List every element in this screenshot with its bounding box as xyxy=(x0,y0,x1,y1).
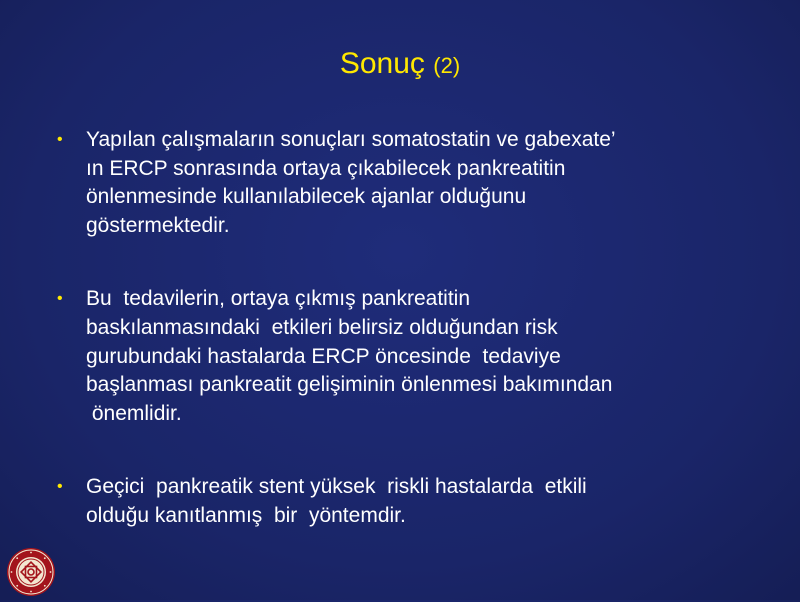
bullet-line: önlenmesinde kullanılabilecek ajanlar olduğunu xyxy=(86,185,527,209)
bullet-item xyxy=(55,126,780,240)
bullet-line: önemlidir. xyxy=(86,401,182,425)
bullet-line: gurubundaki hastalarda ERCP öncesinde tedaviye xyxy=(86,344,561,368)
slide-title-suffix: (2) xyxy=(433,53,461,78)
bullet-line: ın ERCP sonrasında ortaya çıkabilecek pankreatitin xyxy=(86,156,566,180)
bullet-item xyxy=(55,285,780,428)
bullet-marker-icon: • xyxy=(57,478,63,496)
bullet-line: Geçici pankreatik stent yüksek riskli hastalarda etkili xyxy=(86,475,587,499)
slide-title-text: Sonuç xyxy=(339,47,425,80)
bullet-marker-icon: • xyxy=(57,290,63,308)
bullet-line: Yapılan çalışmaların sonuçları somatostatin ve gabexate’ xyxy=(86,128,616,151)
slide-title xyxy=(0,44,800,86)
university-seal-icon xyxy=(6,547,56,597)
bullet-marker-icon: • xyxy=(57,131,63,148)
slide-content xyxy=(55,126,780,531)
bullet-line: başlanması pankreatit gelişiminin önlenmesi bakımından xyxy=(86,373,613,397)
bullet-line: göstermektedir. xyxy=(86,213,230,237)
bullet-line: olduğu kanıtlanmış bir yöntemdir. xyxy=(86,503,406,527)
bullet-item xyxy=(55,473,780,530)
bullet-line: baskılanmasındaki etkileri belirsiz olduğundan risk xyxy=(86,315,558,339)
bullet-line: Bu tedavilerin, ortaya çıkmış pankreatitin xyxy=(86,287,471,311)
